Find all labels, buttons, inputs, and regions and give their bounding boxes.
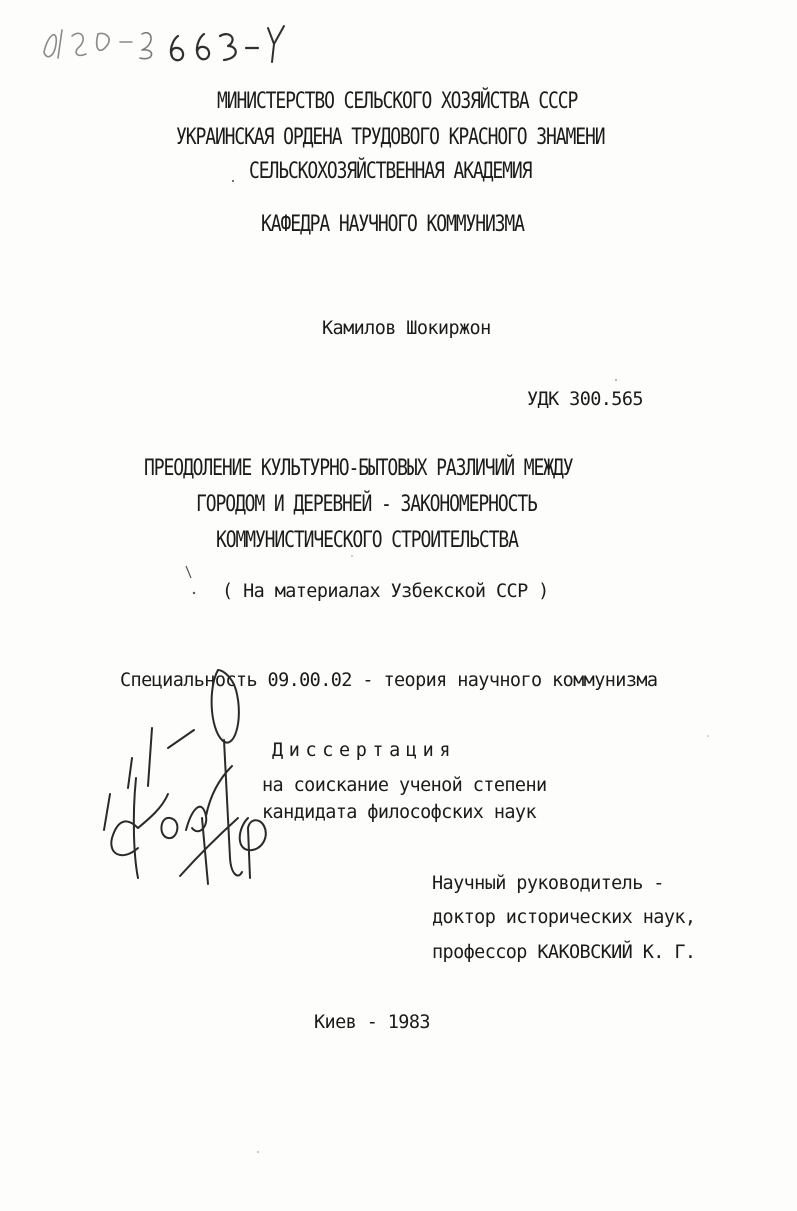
title-line-3: КОММУНИСТИЧЕСКОГО СТРОИТЕЛЬСТВА bbox=[216, 527, 518, 554]
title-line-1: ПРЕОДОЛЕНИЕ КУЛЬТУРНО-БЫТОВЫХ РАЗЛИЧИЙ МЕЖДУ bbox=[144, 455, 573, 482]
dissertation-label: Диссертация bbox=[272, 740, 457, 761]
handwritten-signature bbox=[98, 668, 283, 888]
advisor-degree: доктор исторических наук, bbox=[432, 907, 696, 928]
specialty-line: Специальность 09.00.02 - теория научного коммунизма bbox=[120, 670, 658, 691]
title-line-2: ГОРОДОМ И ДЕРЕВНЕЙ - ЗАКОНОМЕРНОСТЬ bbox=[196, 491, 537, 518]
academy-line-2: СЕЛЬСКОХОЗЯЙСТВЕННАЯ АКАДЕМИЯ bbox=[249, 158, 532, 185]
author-name: Камилов Шокиржон bbox=[322, 318, 491, 339]
ministry-line: МИНИСТЕРСТВО СЕЛЬСКОГО ХОЗЯЙСТВА СССР bbox=[217, 88, 578, 115]
department-line: КАФЕДРА НАУЧНОГО КОММУНИЗМА bbox=[261, 211, 524, 238]
subtitle: ( На материалах Узбекской ССР ) bbox=[222, 581, 549, 602]
advisor-name: профессор КАКОВСКИЙ К. Г. bbox=[432, 942, 696, 963]
advisor-role: Научный руководитель - bbox=[432, 873, 664, 894]
place-and-year: Киев - 1983 bbox=[314, 1012, 430, 1033]
degree-line-1: на соискание ученой степени bbox=[262, 775, 547, 796]
udc-code: УДК 300.565 bbox=[527, 389, 643, 410]
degree-line-2: кандидата философских наук bbox=[262, 802, 536, 823]
academy-line-1: УКРАИНСКАЯ ОРДЕНА ТРУДОВОГО КРАСНОГО ЗНАМЕНИ bbox=[176, 124, 605, 151]
